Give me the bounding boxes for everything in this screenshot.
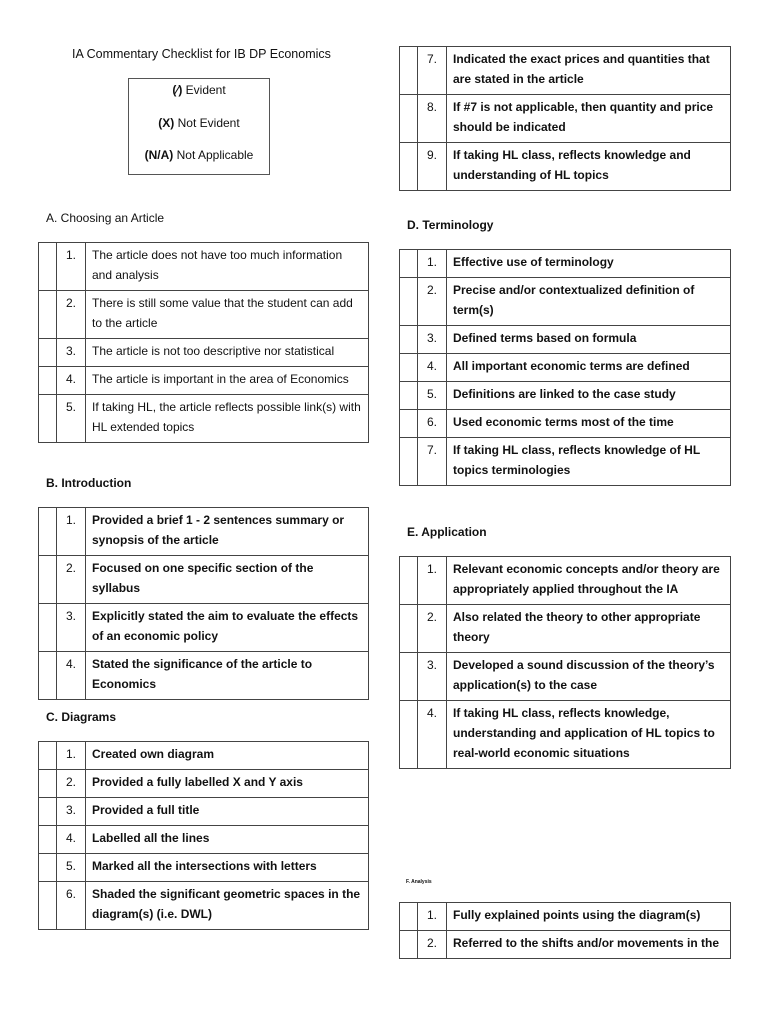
item-number: 4. bbox=[57, 367, 86, 395]
table-row bbox=[39, 652, 369, 700]
section-d-table bbox=[399, 249, 731, 486]
section-a-table bbox=[38, 242, 369, 443]
item-text: Created own diagram bbox=[86, 742, 369, 770]
table-row bbox=[400, 931, 731, 959]
item-text: If taking HL class, reflects knowledge and understanding of HL topics bbox=[447, 143, 731, 191]
table-row bbox=[39, 604, 369, 652]
table-row bbox=[400, 278, 731, 326]
legend-symbol: (⁄) bbox=[172, 83, 183, 97]
legend-symbol: (N/A) bbox=[144, 148, 174, 162]
check-cell[interactable] bbox=[39, 508, 57, 556]
table-row bbox=[400, 354, 731, 382]
item-text: Shaded the significant geometric spaces in the diagram(s) (i.e. DWL) bbox=[86, 882, 369, 930]
item-number: 3. bbox=[57, 339, 86, 367]
check-cell[interactable] bbox=[400, 653, 418, 701]
check-cell[interactable] bbox=[400, 438, 418, 486]
item-text: If #7 is not applicable, then quantity and price should be indicated bbox=[447, 95, 731, 143]
item-number: 2. bbox=[57, 291, 86, 339]
item-number: 8. bbox=[418, 95, 447, 143]
item-number: 1. bbox=[57, 508, 86, 556]
item-number: 5. bbox=[57, 395, 86, 443]
table-row bbox=[400, 382, 731, 410]
section-d-heading: D. Terminology bbox=[407, 218, 494, 232]
item-text: The article does not have too much information and analysis bbox=[86, 243, 369, 291]
section-e-table bbox=[399, 556, 731, 769]
item-text: Effective use of terminology bbox=[447, 250, 731, 278]
check-cell[interactable] bbox=[39, 291, 57, 339]
check-cell[interactable] bbox=[400, 382, 418, 410]
item-number: 2. bbox=[418, 278, 447, 326]
table-row bbox=[400, 701, 731, 769]
section-c-table bbox=[38, 741, 369, 930]
check-cell[interactable] bbox=[39, 395, 57, 443]
item-number: 4. bbox=[418, 354, 447, 382]
item-number: 1. bbox=[418, 250, 447, 278]
table-row bbox=[39, 508, 369, 556]
table-row bbox=[400, 326, 731, 354]
table-row bbox=[400, 903, 731, 931]
section-f-table bbox=[399, 902, 731, 959]
table-row bbox=[39, 798, 369, 826]
item-number: 5. bbox=[418, 382, 447, 410]
item-number: 6. bbox=[418, 410, 447, 438]
section-b-heading: B. Introduction bbox=[46, 476, 132, 490]
item-text: If taking HL class, reflects knowledge of HL topics terminologies bbox=[447, 438, 731, 486]
item-number: 3. bbox=[418, 326, 447, 354]
check-cell[interactable] bbox=[400, 326, 418, 354]
table-row bbox=[39, 742, 369, 770]
item-number: 9. bbox=[418, 143, 447, 191]
item-number: 4. bbox=[418, 701, 447, 769]
check-cell[interactable] bbox=[39, 882, 57, 930]
section-e-heading: E. Application bbox=[407, 525, 487, 539]
item-number: 2. bbox=[57, 556, 86, 604]
document-title: IA Commentary Checklist for IB DP Economics bbox=[72, 47, 331, 61]
table-row bbox=[39, 556, 369, 604]
item-text: Provided a fully labelled X and Y axis bbox=[86, 770, 369, 798]
check-cell[interactable] bbox=[39, 604, 57, 652]
item-text: Precise and/or contextualized definition of term(s) bbox=[447, 278, 731, 326]
check-cell[interactable] bbox=[39, 652, 57, 700]
check-cell[interactable] bbox=[39, 556, 57, 604]
table-row bbox=[400, 605, 731, 653]
item-number: 7. bbox=[418, 47, 447, 95]
check-cell[interactable] bbox=[400, 557, 418, 605]
legend-label: Evident bbox=[185, 83, 226, 97]
item-text: Labelled all the lines bbox=[86, 826, 369, 854]
table-row bbox=[39, 854, 369, 882]
section-c-continued-table bbox=[399, 46, 731, 191]
item-text: Focused on one specific section of the syllabus bbox=[86, 556, 369, 604]
item-number: 1. bbox=[418, 903, 447, 931]
check-cell[interactable] bbox=[400, 143, 418, 191]
legend-label: Not Applicable bbox=[176, 148, 254, 162]
item-text: Relevant economic concepts and/or theory are appropriately applied throughout the IA bbox=[447, 557, 731, 605]
legend-not-applicable bbox=[129, 148, 269, 162]
table-row bbox=[400, 557, 731, 605]
item-text: Explicitly stated the aim to evaluate the effects of an economic policy bbox=[86, 604, 369, 652]
check-cell[interactable] bbox=[400, 47, 418, 95]
item-text: Fully explained points using the diagram(s) bbox=[447, 903, 731, 931]
legend-symbol: (X) bbox=[158, 116, 175, 130]
legend-label: Not Evident bbox=[177, 116, 240, 130]
check-cell[interactable] bbox=[39, 367, 57, 395]
item-number: 3. bbox=[418, 653, 447, 701]
table-row bbox=[400, 95, 731, 143]
legend-evident bbox=[129, 83, 269, 97]
table-row bbox=[400, 143, 731, 191]
item-text: Marked all the intersections with letters bbox=[86, 854, 369, 882]
table-row bbox=[400, 47, 731, 95]
table-row bbox=[39, 882, 369, 930]
check-cell[interactable] bbox=[400, 250, 418, 278]
item-number: 1. bbox=[57, 742, 86, 770]
item-text: Developed a sound discussion of the theory’s application(s) to the case bbox=[447, 653, 731, 701]
item-number: 1. bbox=[418, 557, 447, 605]
item-text: Used economic terms most of the time bbox=[447, 410, 731, 438]
check-cell[interactable] bbox=[400, 903, 418, 931]
item-text: Indicated the exact prices and quantities that are stated in the article bbox=[447, 47, 731, 95]
check-cell[interactable] bbox=[400, 95, 418, 143]
item-number: 2. bbox=[418, 931, 447, 959]
check-cell[interactable] bbox=[400, 410, 418, 438]
item-number: 4. bbox=[57, 826, 86, 854]
table-row bbox=[39, 770, 369, 798]
item-text: All important economic terms are defined bbox=[447, 354, 731, 382]
item-number: 5. bbox=[57, 854, 86, 882]
section-a-heading: A. Choosing an Article bbox=[46, 211, 165, 225]
item-number: 1. bbox=[57, 243, 86, 291]
table-row bbox=[39, 291, 369, 339]
table-row bbox=[400, 250, 731, 278]
item-text: Provided a full title bbox=[86, 798, 369, 826]
table-row bbox=[39, 367, 369, 395]
check-cell[interactable] bbox=[39, 826, 57, 854]
item-text: The article is important in the area of Economics bbox=[86, 367, 369, 395]
check-cell[interactable] bbox=[39, 339, 57, 367]
item-text: Definitions are linked to the case study bbox=[447, 382, 731, 410]
item-text: The article is not too descriptive nor statistical bbox=[86, 339, 369, 367]
check-cell[interactable] bbox=[400, 278, 418, 326]
check-cell[interactable] bbox=[39, 854, 57, 882]
item-number: 7. bbox=[418, 438, 447, 486]
check-cell[interactable] bbox=[39, 742, 57, 770]
check-cell[interactable] bbox=[400, 354, 418, 382]
section-c-heading: C. Diagrams bbox=[46, 710, 117, 724]
legend-not-evident bbox=[129, 116, 269, 130]
item-number: 2. bbox=[418, 605, 447, 653]
item-number: 3. bbox=[57, 798, 86, 826]
item-text: Provided a brief 1 - 2 sentences summary or synopsis of the article bbox=[86, 508, 369, 556]
item-text: Also related the theory to other appropriate theory bbox=[447, 605, 731, 653]
item-text: Stated the significance of the article to Economics bbox=[86, 652, 369, 700]
table-row bbox=[400, 438, 731, 486]
table-row bbox=[39, 243, 369, 291]
item-number: 6. bbox=[57, 882, 86, 930]
item-number: 2. bbox=[57, 770, 86, 798]
check-cell[interactable] bbox=[400, 931, 418, 959]
table-row bbox=[400, 410, 731, 438]
legend-box bbox=[128, 78, 270, 175]
table-row bbox=[39, 395, 369, 443]
item-text: Defined terms based on formula bbox=[447, 326, 731, 354]
check-cell[interactable] bbox=[39, 770, 57, 798]
item-number: 4. bbox=[57, 652, 86, 700]
table-row bbox=[400, 653, 731, 701]
item-text: There is still some value that the student can add to the article bbox=[86, 291, 369, 339]
check-cell[interactable] bbox=[400, 701, 418, 769]
item-text: If taking HL class, reflects knowledge, understanding and application of HL topics to real-world economic situations bbox=[447, 701, 731, 769]
check-cell[interactable] bbox=[39, 243, 57, 291]
section-b-table bbox=[38, 507, 369, 700]
table-row bbox=[39, 826, 369, 854]
check-cell[interactable] bbox=[39, 798, 57, 826]
section-f-heading: F. Analysis bbox=[406, 879, 432, 885]
check-cell[interactable] bbox=[400, 605, 418, 653]
item-text: If taking HL, the article reflects possible link(s) with HL extended topics bbox=[86, 395, 369, 443]
item-number: 3. bbox=[57, 604, 86, 652]
table-row bbox=[39, 339, 369, 367]
item-text: Referred to the shifts and/or movements in the bbox=[447, 931, 731, 959]
